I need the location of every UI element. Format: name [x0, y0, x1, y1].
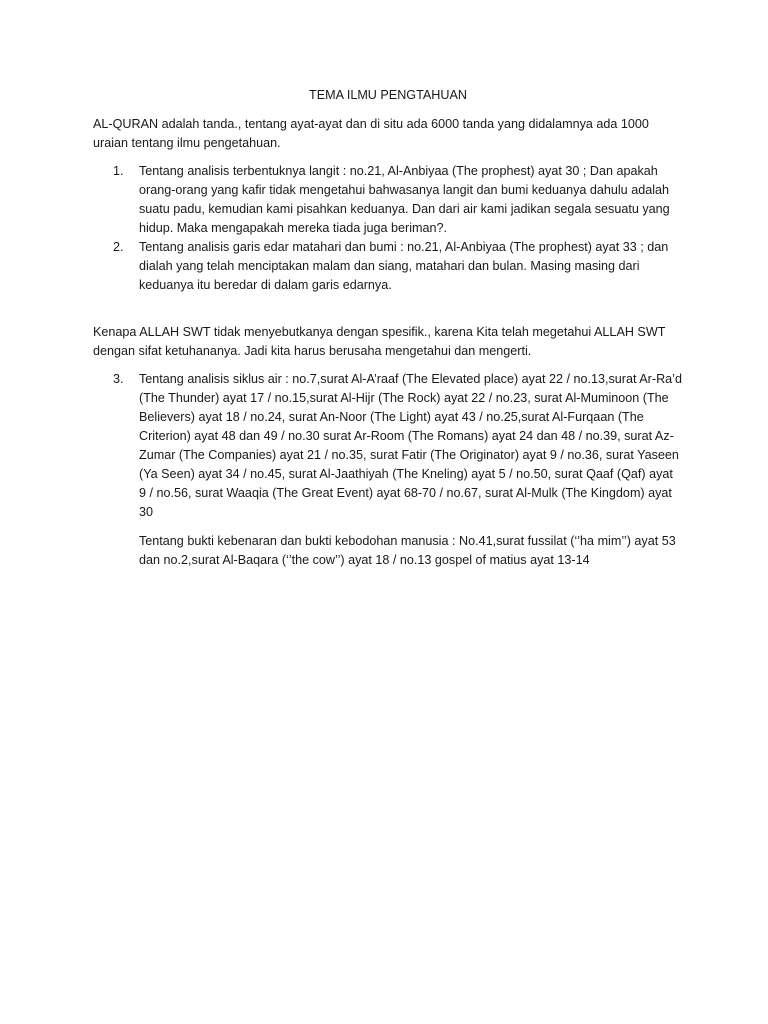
list-number: 2. — [113, 240, 124, 254]
list-item-text: Tentang analisis terbentuknya langit : no.21, Al-Anbiyaa (The prophest) ayat 30 ; Dan apakah orang-orang yang kafir tidak mengetahui bahwasanya langit dan bumi keduanya dahulu adalah suatu padu, kemudian kami pisahkan keduanya. Dan dari air kami jadikan segala sesuatu yang hidup. Maka mengapakah mereka tiada juga beriman?. — [139, 164, 670, 235]
numbered-list-2 — [93, 370, 683, 522]
list-number: 1. — [113, 164, 124, 178]
middle-paragraph: Kenapa ALLAH SWT tidak menyebutkanya dengan spesifik., karena Kita telah megetahui ALLAH SWT dengan sifat ketuhananya. Jadi kita harus berusaha mengetahui dan mengerti. — [93, 325, 666, 358]
list-item-text: Tentang analisis garis edar matahari dan bumi : no.21, Al-Anbiyaa (The prophest) ayat 33 ; dan dialah yang telah menciptakan malam dan siang, matahari dan bulan. Masing masing dari keduanya itu beredar di dalam garis edarnya. — [139, 240, 669, 292]
intro-paragraph: AL-QURAN adalah tanda., tentang ayat-ayat dan di situ ada 6000 tanda yang didalamnya ada 1000 uraian tentang ilmu pengetahuan. — [93, 117, 649, 150]
list-number: 3. — [113, 372, 124, 386]
list-item — [93, 238, 683, 295]
list-item-text: Tentang analisis siklus air : no.7,surat Al-A’raaf (The Elevated place) ayat 22 / no.13,surat Ar-Ra’d (The Thunder) ayat 17 / no.15,surat Al-Hijr (The Rock) ayat 22 / no.23, surat Al-Muminoon (The Believers) ayat 18 / no.24, surat An-Noor (The Light) ayat 43 / no.25,surat Al-Furqaan (The Criterion) ayat 48 dan 49 / no.30 surat Ar-Room (The Romans) ayat 24 dan 48 / no.39, surat Az-Zumar (The Companies) ayat 21 / no.35, surat Fatir (The Originator) ayat 9 / no.36, surat Yaseen (Ya Seen) ayat 34 / no.45, surat Al-Jaathiyah (The Kneling) ayat 5 / no.50, surat Qaaf (Qaf) ayat 9 / no.56, surat Waaqia (The Great Event) ayat 68-70 / no.67, surat Al-Mulk (The Kingdom) ayat 30 — [139, 372, 682, 519]
numbered-list-1 — [93, 162, 683, 295]
document-page — [93, 86, 683, 570]
list-item — [93, 162, 683, 238]
closing-paragraph: Tentang bukti kebenaran dan bukti kebodohan manusia : No.41,surat fussilat (‘’ha mim’’) ayat 53 dan no.2,surat Al-Baqara (‘’the cow’’) ayat 18 / no.13 gospel of matius ayat 13-14 — [139, 534, 676, 567]
list-item — [93, 370, 683, 522]
paragraph-spacer — [93, 304, 683, 323]
document-title: TEMA ILMU PENGTAHUAN — [309, 88, 467, 102]
